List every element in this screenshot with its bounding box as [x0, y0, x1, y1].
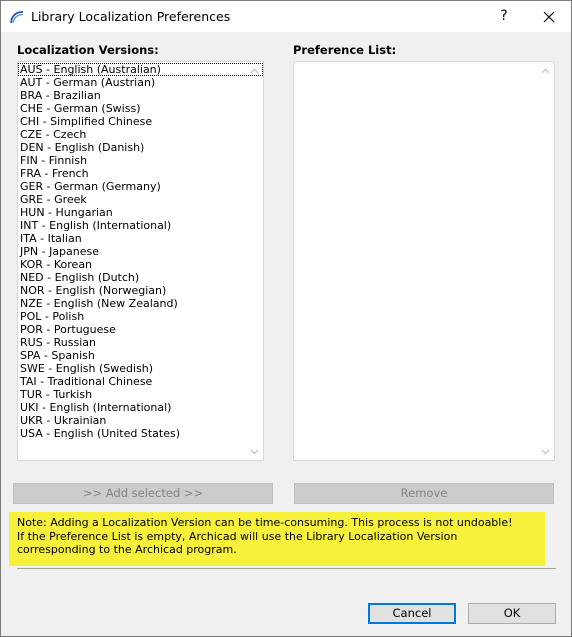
list-item[interactable]: HUN - Hungarian [20, 206, 113, 219]
list-item[interactable]: AUS - English (Australian) [18, 63, 263, 76]
list-item[interactable]: UKR - Ukrainian [20, 414, 107, 427]
list-item[interactable]: ITA - Italian [20, 232, 82, 245]
localization-versions-label: Localization Versions: [17, 43, 159, 57]
archicad-icon [9, 9, 25, 25]
list-item[interactable]: POL - Polish [20, 310, 85, 323]
vertical-scrollbar[interactable] [246, 62, 263, 460]
list-item[interactable]: GER - German (Germany) [20, 180, 161, 193]
divider [17, 568, 556, 569]
chevron-down-icon[interactable] [537, 443, 554, 460]
ok-button[interactable]: OK [468, 603, 556, 624]
list-item[interactable]: RUS - Russian [20, 336, 96, 349]
list-item[interactable]: NOR - English (Norwegian) [20, 284, 167, 297]
chevron-up-icon[interactable] [246, 62, 263, 79]
cancel-button[interactable]: Cancel [368, 603, 456, 624]
list-item[interactable]: TUR - Turkish [20, 388, 93, 401]
list-item[interactable]: POR - Portuguese [20, 323, 116, 336]
vertical-scrollbar[interactable] [537, 62, 554, 460]
close-icon [543, 11, 555, 23]
list-item[interactable]: SPA - Spanish [20, 349, 95, 362]
list-item[interactable]: CHE - German (Swiss) [20, 102, 141, 115]
list-item[interactable]: TAI - Traditional Chinese [20, 375, 153, 388]
list-item[interactable]: CZE - Czech [20, 128, 87, 141]
localization-versions-list[interactable] [17, 61, 264, 461]
note-line-1: Note: Adding a Localization Version can be time-consuming. This process is not undoable! [17, 516, 513, 529]
list-item[interactable]: FRA - French [20, 167, 89, 180]
remove-button[interactable]: Remove [294, 483, 554, 504]
help-button[interactable]: ? [500, 8, 508, 24]
list-item[interactable]: DEN - English (Danish) [20, 141, 145, 154]
preference-list[interactable] [293, 61, 555, 461]
list-item[interactable]: SWE - English (Swedish) [20, 362, 154, 375]
title-bar[interactable] [1, 1, 571, 32]
list-item[interactable]: AUT - German (Austrian) [20, 76, 156, 89]
window-title: Library Localization Preferences [31, 9, 231, 24]
close-button[interactable] [531, 1, 567, 32]
list-item[interactable]: JPN - Japanese [20, 245, 100, 258]
list-item[interactable]: GRE - Greek [20, 193, 87, 206]
note-line-2: If the Preference List is empty, Archicad will use the Library Localization Version corresponding to the Archicad program. [17, 529, 458, 556]
add-selected-button[interactable]: >> Add selected >> [13, 483, 273, 504]
preference-list-label: Preference List: [293, 43, 397, 57]
list-item[interactable]: BRA - Brazilian [20, 89, 101, 102]
chevron-up-icon[interactable] [537, 62, 554, 79]
list-item[interactable]: UKI - English (International) [20, 401, 172, 414]
list-item[interactable]: USA - English (United States) [20, 427, 181, 440]
list-item[interactable]: FIN - Finnish [20, 154, 88, 167]
list-item[interactable]: NZE - English (New Zealand) [20, 297, 178, 310]
list-items [18, 63, 244, 440]
list-item[interactable]: INT - English (International) [20, 219, 172, 232]
list-item[interactable]: CHI - Simplified Chinese [20, 115, 153, 128]
list-item[interactable]: KOR - Korean [20, 258, 93, 271]
chevron-down-icon[interactable] [246, 443, 263, 460]
list-item[interactable]: NED - English (Dutch) [20, 271, 140, 284]
note-box [9, 512, 545, 566]
